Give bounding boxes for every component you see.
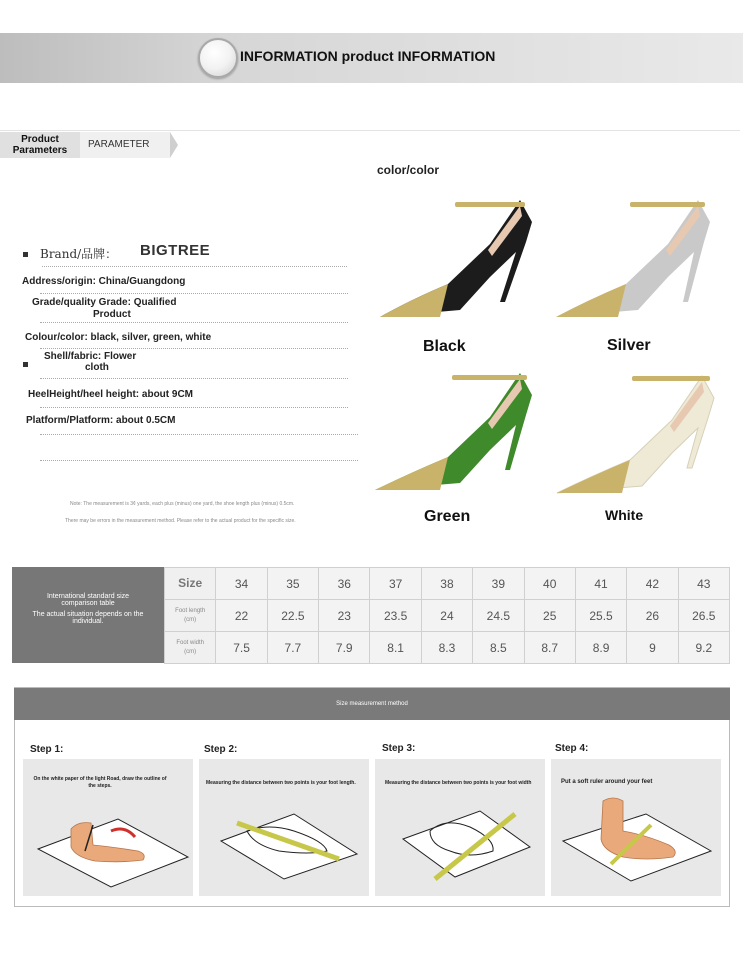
- width-cell: 9: [627, 632, 678, 664]
- brand-value: BIGTREE: [140, 242, 211, 259]
- dotted-divider: [40, 460, 358, 461]
- params-tab: [0, 132, 80, 158]
- length-cell: 22.5: [267, 600, 318, 632]
- color-label-white: White: [605, 507, 644, 523]
- step1-title: Step 1:: [30, 744, 64, 755]
- bullet-icon: [23, 362, 28, 367]
- width-cell: 8.7: [524, 632, 575, 664]
- size-cell: 36: [319, 568, 370, 600]
- step4-note: Put a soft ruler around your feet: [561, 779, 653, 785]
- color-label-black: Black: [423, 338, 466, 355]
- shoe-black-image: [370, 192, 540, 322]
- bullet-icon: [23, 252, 28, 257]
- width-cell: 7.5: [216, 632, 267, 664]
- dotted-divider: [40, 348, 348, 349]
- color-heading: color/color: [377, 163, 440, 177]
- length-cell: 24.5: [473, 600, 524, 632]
- dotted-divider: [40, 293, 348, 294]
- dotted-divider: [40, 378, 348, 379]
- step2-note: Measuring the distance between two points is your foot length.: [206, 780, 356, 786]
- dotted-divider: [42, 266, 347, 267]
- length-cell: 26: [627, 600, 678, 632]
- size-cell: 34: [216, 568, 267, 600]
- size-cell: 40: [524, 568, 575, 600]
- spec-heel: HeelHeight/heel height: about 9CM: [28, 389, 194, 400]
- spec-address: Address/origin: China/Guangdong: [22, 276, 186, 287]
- size-panel-line2: comparison table: [61, 600, 115, 607]
- spec-shell: Shell/fabric: Flower: [44, 351, 137, 362]
- shoe-silver-image: [548, 192, 718, 322]
- foot-length-unit: (cm): [184, 616, 197, 623]
- params-tab-line1: Product: [21, 134, 59, 145]
- dotted-divider: [40, 322, 348, 323]
- shoe-white-image: [552, 368, 722, 498]
- params-tab-line2: Parameters: [12, 145, 68, 156]
- shoe-green-image: [370, 365, 540, 495]
- size-table: [164, 567, 730, 664]
- foot-length-label: [165, 600, 216, 632]
- color-label-silver: Silver: [607, 337, 651, 354]
- width-cell: 7.7: [267, 632, 318, 664]
- foot-length-row: [165, 600, 730, 632]
- method-title: Size measurement method: [14, 688, 730, 720]
- step1-note: On the white paper of the light Road, draw the outline of the steps.: [33, 776, 167, 789]
- dotted-divider: [40, 407, 348, 408]
- width-cell: 8.5: [473, 632, 524, 664]
- width-cell: 8.9: [575, 632, 626, 664]
- length-cell: 26.5: [678, 600, 729, 632]
- size-panel-line1: International standard size: [46, 593, 130, 600]
- size-cell: 43: [678, 568, 729, 600]
- brand-label: Brand/品牌：: [40, 247, 118, 261]
- size-cell: 37: [370, 568, 421, 600]
- spec-platform: Platform/Platform: about 0.5CM: [26, 415, 176, 426]
- dotted-divider: [40, 434, 358, 435]
- size-cell: 35: [267, 568, 318, 600]
- foot-width-label: [165, 632, 216, 664]
- page-title: INFORMATION product INFORMATION: [240, 48, 496, 64]
- width-cell: 9.2: [678, 632, 729, 664]
- params-subtitle: PARAMETER: [80, 132, 170, 158]
- size-cell: 42: [627, 568, 678, 600]
- length-cell: 23.5: [370, 600, 421, 632]
- size-cell: 41: [575, 568, 626, 600]
- size-row-label: Size: [165, 568, 216, 600]
- foot-width-label-text: Foot width: [176, 639, 205, 646]
- spec-shell-cont: cloth: [85, 362, 109, 373]
- error-note: There may be errors in the measurement method. Please refer to the actual product for the specific size.: [65, 518, 296, 524]
- width-cell: 8.3: [421, 632, 472, 664]
- banner-circle-icon: [198, 38, 238, 78]
- size-cell: 39: [473, 568, 524, 600]
- spec-grade: Grade/quality Grade: Qualified: [32, 297, 177, 308]
- step3-note: Measuring the distance between two points is your foot width: [385, 780, 532, 786]
- measurement-note: Note: The measurement is 3¢ yards, each plus (minus) one yard, the shoe length plus (minus) 0.5cm.: [70, 501, 295, 507]
- divider: [0, 130, 740, 131]
- size-table-panel: [12, 567, 164, 663]
- foot-length-label-text: Foot length: [175, 607, 206, 614]
- size-panel-line4: individual.: [72, 618, 104, 625]
- width-cell: 8.1: [370, 632, 421, 664]
- size-row: [165, 568, 730, 600]
- length-cell: 25: [524, 600, 575, 632]
- spec-colour: Colour/color: black, silver, green, white: [25, 332, 212, 343]
- step2-title: Step 2:: [204, 744, 238, 755]
- params-wedge: [170, 132, 178, 158]
- size-panel-line3: The actual situation depends on the: [32, 611, 144, 618]
- step3-title: Step 3:: [382, 743, 416, 754]
- length-cell: 23: [319, 600, 370, 632]
- step4-title: Step 4:: [555, 743, 589, 754]
- length-cell: 22: [216, 600, 267, 632]
- length-cell: 24: [421, 600, 472, 632]
- color-label-green: Green: [424, 508, 471, 525]
- foot-width-row: [165, 632, 730, 664]
- size-cell: 38: [421, 568, 472, 600]
- spec-grade-cont: Product: [93, 309, 131, 320]
- foot-width-unit: (cm): [184, 648, 197, 655]
- width-cell: 7.9: [319, 632, 370, 664]
- length-cell: 25.5: [575, 600, 626, 632]
